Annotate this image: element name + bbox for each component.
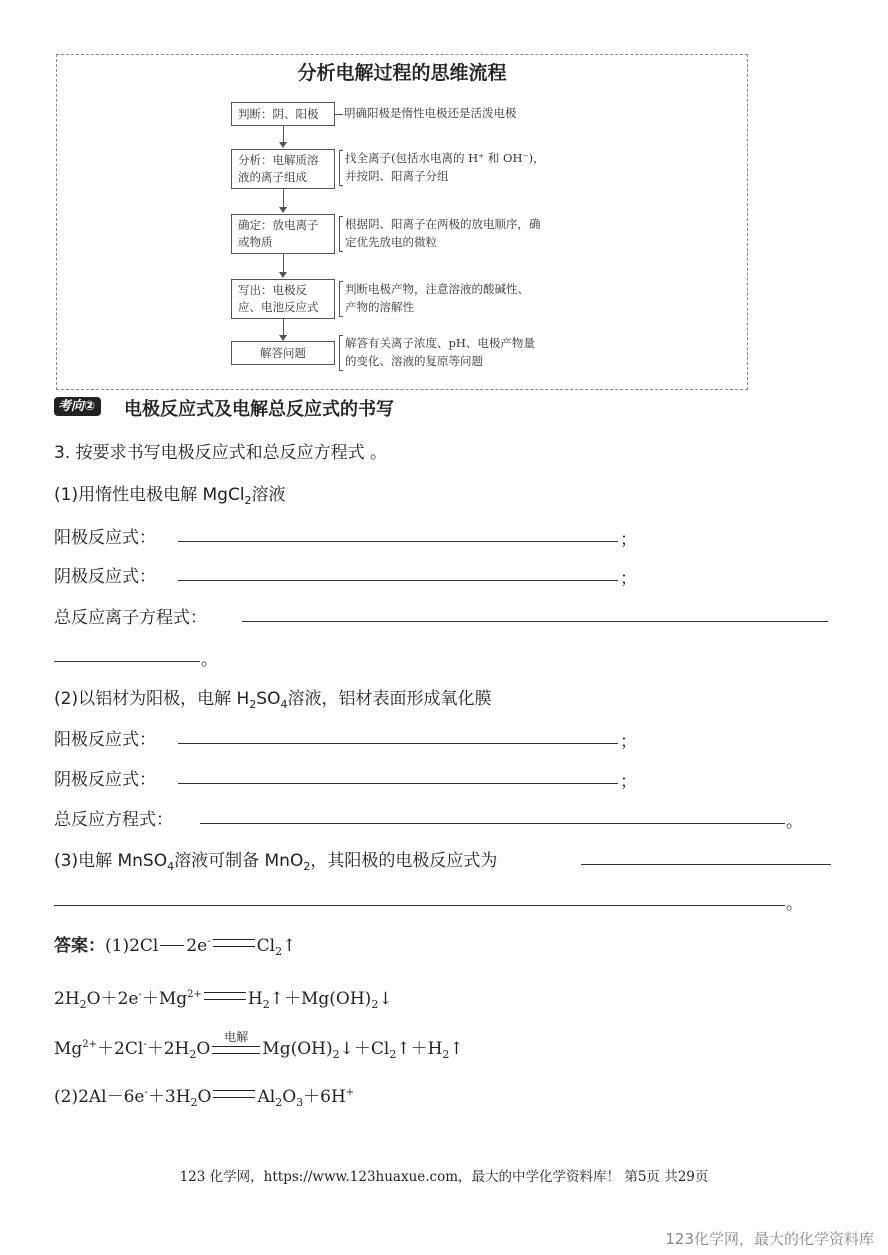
flowchart-title: 分析电解过程的思维流程 xyxy=(297,62,507,84)
flow-step-write: 写出：电极反应、电池反应式 xyxy=(231,279,335,319)
part1-total-blank-cont[interactable] xyxy=(54,661,200,662)
semicolon: ； xyxy=(620,530,637,550)
part1-anode-blank[interactable] xyxy=(178,541,618,542)
part1-cathode-label: 阴极反应式： xyxy=(54,567,156,587)
flow-note-determine-2: 定优先放电的微粒 xyxy=(345,235,437,249)
part3-text: (3)电解 MnSO$_4$溶液可制备 MnO$_2$，其阳极的电极反应式为 xyxy=(54,851,498,873)
period: 。 xyxy=(201,650,218,670)
part2-total-label: 总反应方程式： xyxy=(54,810,173,830)
part3-blank[interactable] xyxy=(581,864,831,865)
flow-arrow-icon xyxy=(279,272,287,278)
flow-note-analyze-2: 并按阴、阳离子分组 xyxy=(345,169,449,183)
watermark: 123化学网，最大的化学资料库 xyxy=(665,1230,874,1248)
part1-cathode-blank[interactable] xyxy=(178,580,618,581)
section-badge: 考向② xyxy=(54,397,101,416)
answer-line-4: $(2)2Al-6e^-+3H_2O$ $Al_2O_3+6H^+$ xyxy=(54,1087,355,1109)
period: 。 xyxy=(786,812,803,832)
part3-blank-cont[interactable] xyxy=(54,905,785,906)
flow-arrow-icon xyxy=(279,142,287,148)
flow-note-determine-1: 根据阴、阳离子在两极的放电顺序，确 xyxy=(345,217,541,231)
section-title: 电极反应式及电解总反应式的书写 xyxy=(124,399,394,420)
part2-anode-label: 阳极反应式： xyxy=(54,730,156,750)
part2-cathode-label: 阴极反应式： xyxy=(54,770,156,790)
bracket xyxy=(339,216,343,252)
period: 。 xyxy=(786,894,803,914)
semicolon: ； xyxy=(620,772,637,792)
part2-anode-blank[interactable] xyxy=(178,743,618,744)
flow-note-solve-1: 解答有关离子浓度、pH、电极产物量 xyxy=(345,336,535,350)
bracket xyxy=(339,281,343,317)
flow-note-write-1: 判断电极产物，注意溶液的酸碱性、 xyxy=(345,282,529,296)
part1-total-blank[interactable] xyxy=(242,621,828,622)
semicolon: ； xyxy=(620,732,637,752)
flow-step-determine: 确定：放电离子或物质 xyxy=(231,214,335,254)
bracket xyxy=(339,335,343,371)
flow-step-judge: 判断：阴、阳极 xyxy=(231,102,335,126)
answer-line-1: 答案：(1)2Cl 2e- $Cl_2↑$ xyxy=(54,936,297,958)
answer-line-2: $2H_2O+2e^-+Mg^{2+}$ $H_2↑+Mg(OH)_2↓$ xyxy=(54,989,393,1011)
bracket xyxy=(339,150,343,186)
flow-note-judge: 明确阳极是惰性电极还是活泼电极 xyxy=(344,106,517,120)
part2-cathode-blank[interactable] xyxy=(178,783,618,784)
flow-note-analyze-1: 找全离子(包括水电离的 H⁺ 和 OH⁻)， xyxy=(345,151,545,165)
part1-heading: (1)用惰性电极电解 MgCl$_2$溶液 xyxy=(54,485,286,507)
page-footer: 123 化学网，https://www.123huaxue.com，最大的中学化学资料库！ 第5页 共29页 xyxy=(179,1169,709,1185)
part1-total-label: 总反应离子方程式： xyxy=(54,608,207,628)
flow-note-write-2: 产物的溶解性 xyxy=(345,300,414,314)
flow-step-solve: 解答问题 xyxy=(231,341,335,365)
flow-arrow-line xyxy=(283,254,284,274)
connector xyxy=(335,114,343,115)
answer-line-3: $Mg^{2+}+2Cl^-+2H_2O$ 电解 $Mg(OH)_2↓+Cl_2↑+H_2↑$ xyxy=(54,1030,464,1061)
question-stem: 3. 按要求书写电极反应式和总反应方程式 。 xyxy=(54,443,388,463)
flow-arrow-line xyxy=(283,189,284,209)
flow-step-analyze: 分析：电解质溶液的离子组成 xyxy=(231,149,335,189)
part2-total-blank[interactable] xyxy=(200,823,785,824)
flow-arrow-icon xyxy=(279,207,287,213)
semicolon: ； xyxy=(620,569,637,589)
condition-label: 电解 xyxy=(224,1030,249,1044)
part2-heading: (2)以铝材为阳极，电解 $H_2SO_4$溶液，铝材表面形成氧化膜 xyxy=(54,689,492,711)
flow-note-solve-2: 的变化、溶液的复原等问题 xyxy=(345,354,483,368)
part1-anode-label: 阳极反应式： xyxy=(54,528,156,548)
